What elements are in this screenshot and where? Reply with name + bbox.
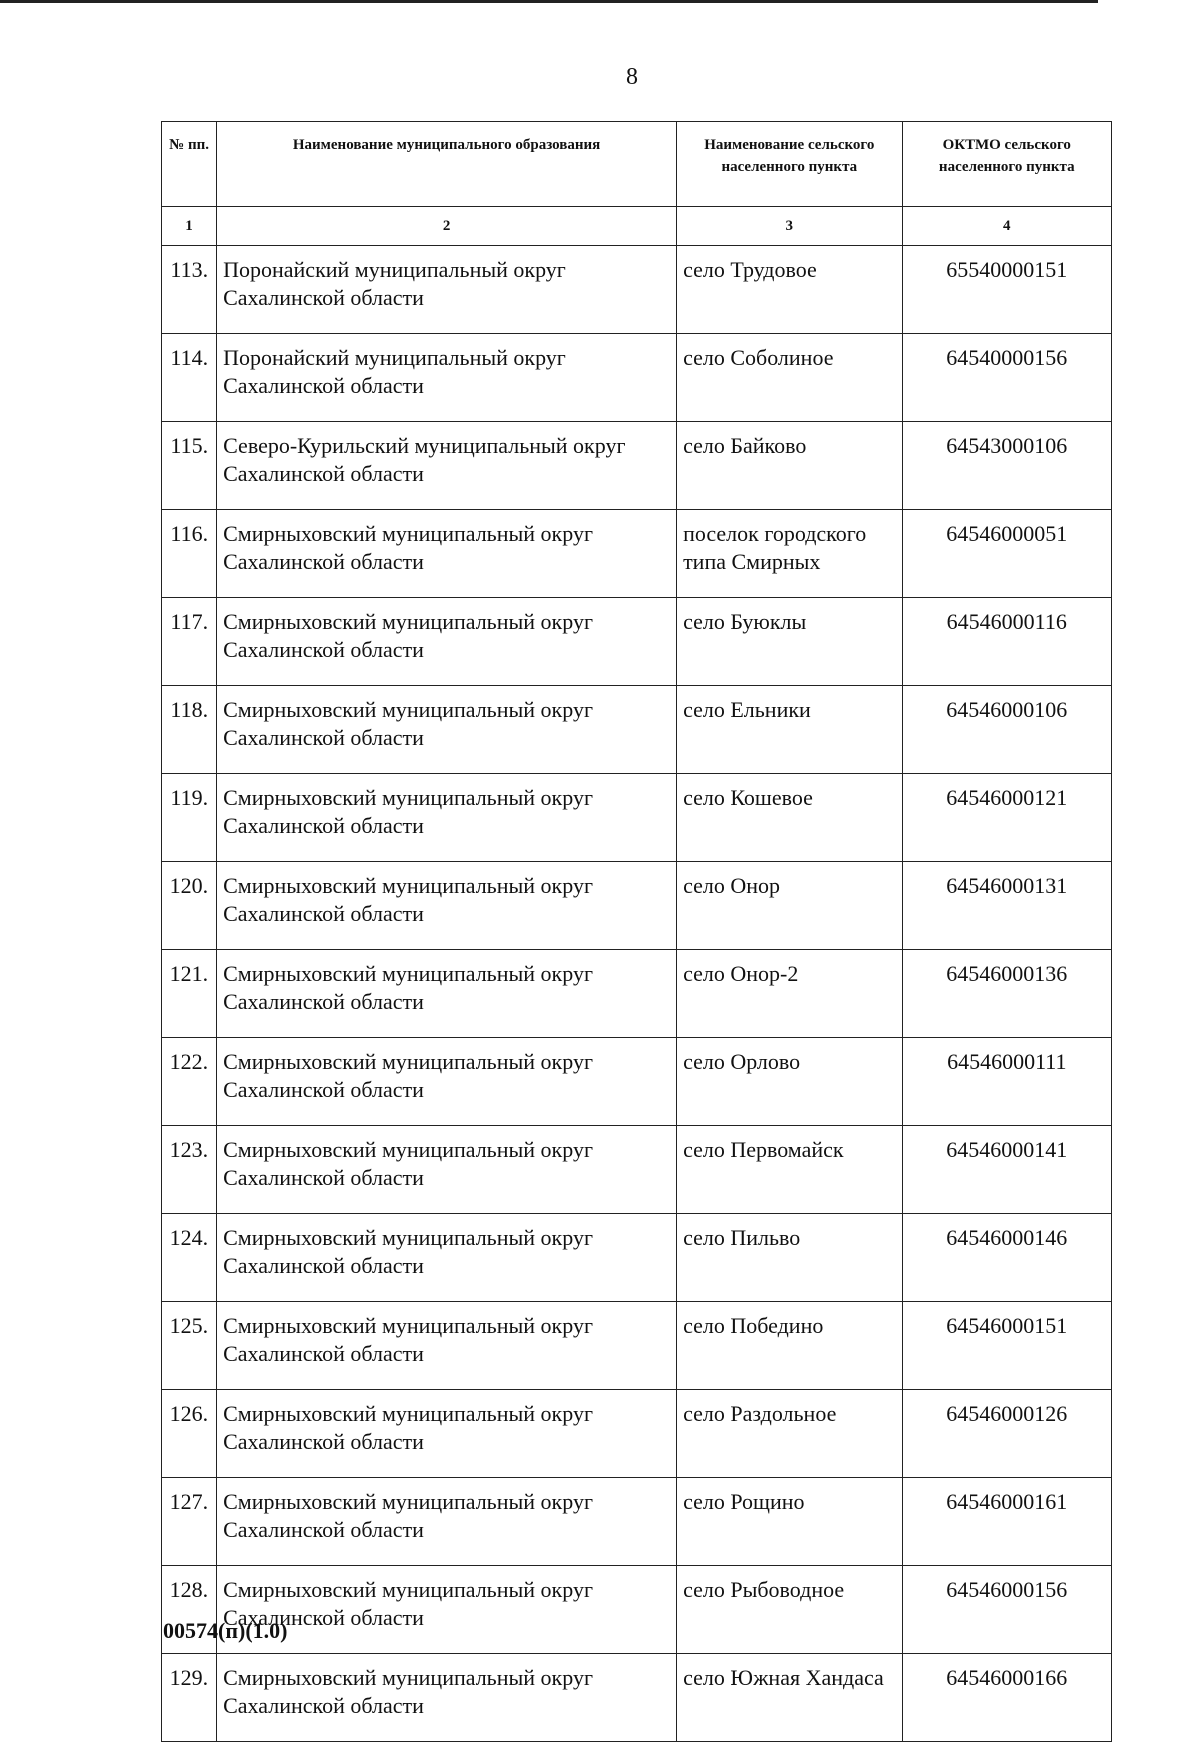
oktmo-cell: 64546000131 <box>902 862 1111 950</box>
oktmo-cell: 64540000156 <box>902 334 1111 422</box>
municipality-cell: Смирныховский муниципальный округ Сахалинской области <box>217 950 677 1038</box>
column-index: 1 <box>162 207 217 246</box>
oktmo-cell: 64546000106 <box>902 686 1111 774</box>
oktmo-cell: 64546000136 <box>902 950 1111 1038</box>
settlement-cell: село Буюклы <box>677 598 902 686</box>
municipality-cell: Смирныховский муниципальный округ Сахалинской области <box>217 598 677 686</box>
table-row <box>162 334 1112 422</box>
column-index: 3 <box>677 207 902 246</box>
oktmo-cell: 64543000106 <box>902 422 1111 510</box>
table-row <box>162 686 1112 774</box>
row-number: 116. <box>162 510 217 598</box>
settlement-cell: село Первомайск <box>677 1126 902 1214</box>
oktmo-cell: 64546000126 <box>902 1390 1111 1478</box>
oktmo-cell: 64546000151 <box>902 1302 1111 1390</box>
settlements-table <box>161 121 1112 1742</box>
row-number: 113. <box>162 246 217 334</box>
row-number: 115. <box>162 422 217 510</box>
oktmo-cell: 64546000111 <box>902 1038 1111 1126</box>
table-row <box>162 1566 1112 1654</box>
settlement-cell: село Трудовое <box>677 246 902 334</box>
municipality-cell: Северо-Курильский муниципальный округ Сахалинской области <box>217 422 677 510</box>
oktmo-cell: 64546000116 <box>902 598 1111 686</box>
municipality-cell: Смирныховский муниципальный округ Сахалинской области <box>217 1390 677 1478</box>
row-number: 118. <box>162 686 217 774</box>
column-index: 2 <box>217 207 677 246</box>
table-row <box>162 862 1112 950</box>
municipality-cell: Смирныховский муниципальный округ Сахалинской области <box>217 774 677 862</box>
settlement-cell: село Южная Хандаса <box>677 1654 902 1742</box>
row-number: 120. <box>162 862 217 950</box>
settlement-cell: село Орлово <box>677 1038 902 1126</box>
row-number: 126. <box>162 1390 217 1478</box>
row-number: 129. <box>162 1654 217 1742</box>
settlement-cell: поселок городского типа Смирных <box>677 510 902 598</box>
document-code: 00574(п)(1.0) <box>163 1618 288 1643</box>
header-number: № пп. <box>162 122 217 207</box>
table-row <box>162 950 1112 1038</box>
row-number: 114. <box>162 334 217 422</box>
settlement-cell: село Рыбоводное <box>677 1566 902 1654</box>
row-number: 119. <box>162 774 217 862</box>
column-index-row <box>162 207 1112 246</box>
oktmo-cell: 64546000156 <box>902 1566 1111 1654</box>
oktmo-cell: 64546000161 <box>902 1478 1111 1566</box>
oktmo-cell: 64546000051 <box>902 510 1111 598</box>
settlement-cell: село Раздольное <box>677 1390 902 1478</box>
oktmo-cell: 65540000151 <box>902 246 1111 334</box>
settlement-cell: село Кошевое <box>677 774 902 862</box>
row-number: 125. <box>162 1302 217 1390</box>
settlement-cell: село Онор <box>677 862 902 950</box>
oktmo-cell: 64546000121 <box>902 774 1111 862</box>
page-number: 8 <box>626 64 638 90</box>
municipality-cell: Поронайский муниципальный округ Сахалинской области <box>217 334 677 422</box>
table-header-row <box>162 122 1112 207</box>
table-row <box>162 1038 1112 1126</box>
municipality-cell: Смирныховский муниципальный округ Сахалинской области <box>217 1566 677 1654</box>
table-row <box>162 1302 1112 1390</box>
settlement-cell: село Пильво <box>677 1214 902 1302</box>
row-number: 128. <box>162 1566 217 1654</box>
table-row <box>162 510 1112 598</box>
municipality-cell: Смирныховский муниципальный округ Сахалинской области <box>217 1654 677 1742</box>
table-row <box>162 1478 1112 1566</box>
municipality-cell: Смирныховский муниципальный округ Сахалинской области <box>217 1302 677 1390</box>
table-row <box>162 598 1112 686</box>
header-municipality: Наименование муниципального образования <box>217 122 677 207</box>
settlement-cell: село Рощино <box>677 1478 902 1566</box>
table-row <box>162 422 1112 510</box>
table-row <box>162 246 1112 334</box>
row-number: 124. <box>162 1214 217 1302</box>
settlement-cell: село Онор-2 <box>677 950 902 1038</box>
municipality-cell: Смирныховский муниципальный округ Сахалинской области <box>217 1214 677 1302</box>
row-number: 117. <box>162 598 217 686</box>
table-row <box>162 774 1112 862</box>
municipality-cell: Смирныховский муниципальный округ Сахалинской области <box>217 1478 677 1566</box>
row-number: 121. <box>162 950 217 1038</box>
municipality-cell: Смирныховский муниципальный округ Сахалинской области <box>217 686 677 774</box>
municipality-cell: Смирныховский муниципальный округ Сахалинской области <box>217 862 677 950</box>
municipality-cell: Смирныховский муниципальный округ Сахалинской области <box>217 1126 677 1214</box>
row-number: 122. <box>162 1038 217 1126</box>
settlement-cell: село Ельники <box>677 686 902 774</box>
header-settlement: Наименование сельского населенного пункта <box>677 122 902 207</box>
row-number: 123. <box>162 1126 217 1214</box>
column-index: 4 <box>902 207 1111 246</box>
oktmo-cell: 64546000141 <box>902 1126 1111 1214</box>
municipality-cell: Смирныховский муниципальный округ Сахалинской области <box>217 1038 677 1126</box>
oktmo-cell: 64546000146 <box>902 1214 1111 1302</box>
table-row <box>162 1390 1112 1478</box>
header-oktmo: ОКТМО сельского населенного пункта <box>902 122 1111 207</box>
settlement-cell: село Победино <box>677 1302 902 1390</box>
municipality-cell: Поронайский муниципальный округ Сахалинской области <box>217 246 677 334</box>
table-row <box>162 1214 1112 1302</box>
settlement-cell: село Байково <box>677 422 902 510</box>
municipality-cell: Смирныховский муниципальный округ Сахалинской области <box>217 510 677 598</box>
table-row <box>162 1126 1112 1214</box>
oktmo-cell: 64546000166 <box>902 1654 1111 1742</box>
table-row <box>162 1654 1112 1742</box>
settlement-cell: село Соболиное <box>677 334 902 422</box>
top-border-line <box>0 0 1098 3</box>
row-number: 127. <box>162 1478 217 1566</box>
